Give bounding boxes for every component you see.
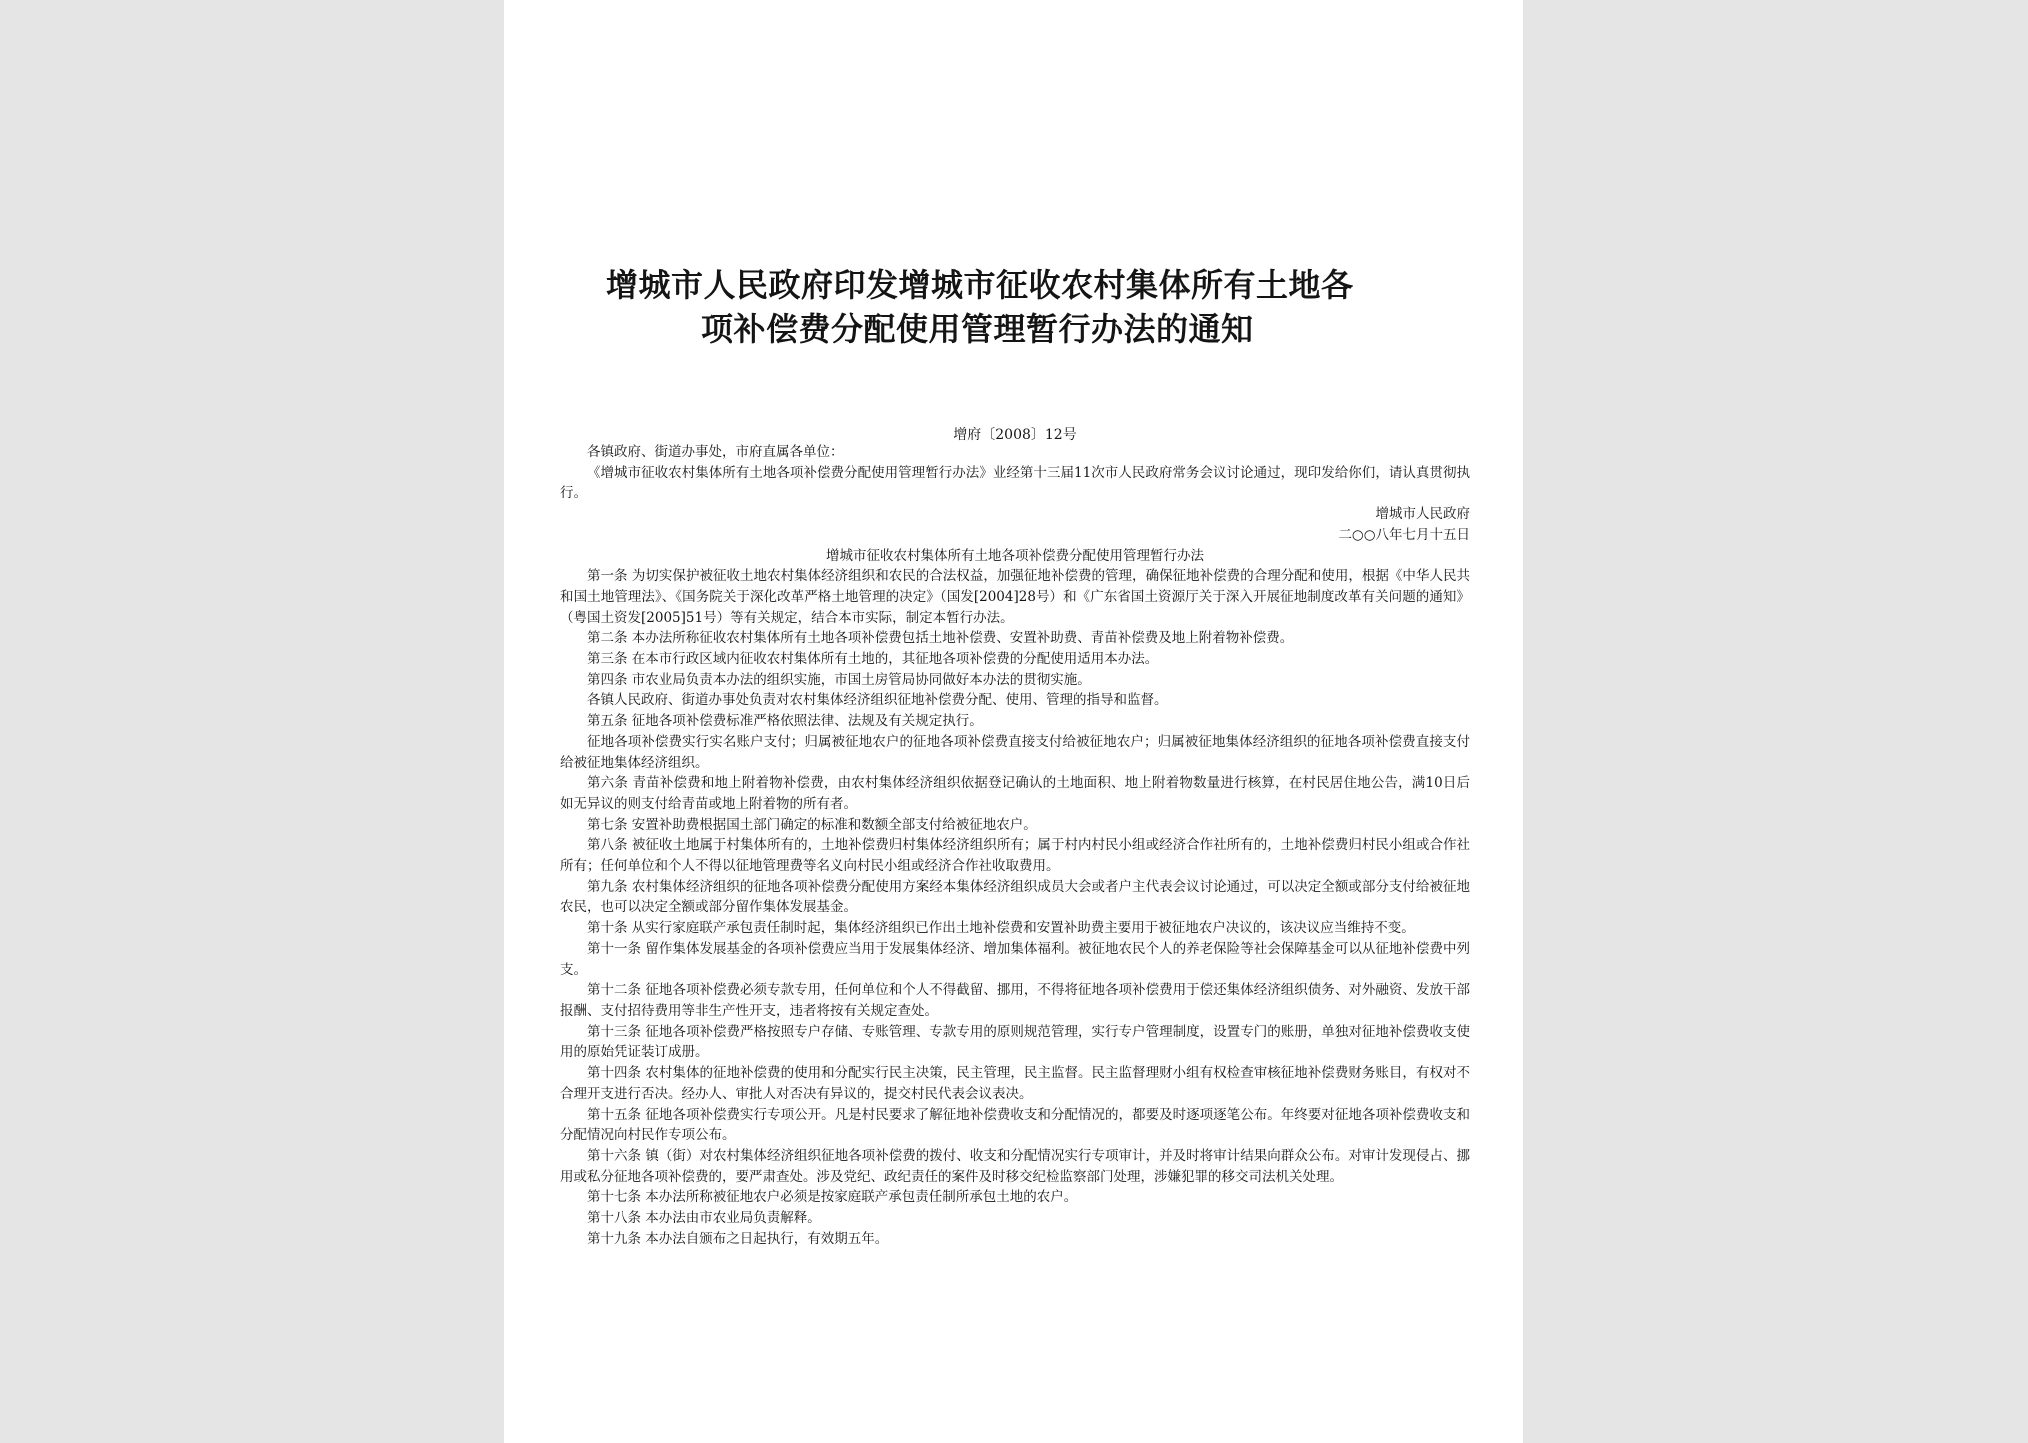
- article-paragraph: 第九条 农村集体经济组织的征地各项补偿费分配使用方案经本集体经济组织成员大会或者户主代表会议讨论通过，可以决定全额或部分支付给被征地农民，也可以决定全额或部分留作集体发展基金。: [560, 878, 1470, 916]
- issue-date: 二○○八年七月十五日: [1338, 526, 1470, 543]
- article-list: [560, 566, 1470, 1249]
- title-line-2: 项补偿费分配使用管理暂行办法的通知: [701, 310, 1254, 348]
- article-paragraph: 第三条 在本市行政区域内征收农村集体所有土地的，其征地各项补偿费的分配使用适用本办法。: [587, 651, 1159, 668]
- document-number: 增府〔2008〕12号: [953, 427, 1077, 443]
- article-paragraph: 第十条 从实行家庭联产承包责任制时起，集体经济组织已作出土地补偿费和安置补助费主要用于被征地农户决议的，该决议应当维持不变。: [587, 920, 1415, 937]
- article-paragraph: 第十二条 征地各项补偿费必须专款专用，任何单位和个人不得截留、挪用，不得将征地各项补偿费用于偿还集体经济组织债务、对外融资、发放干部报酬、支付招待费用等非生产性开支，违者将按有关规定查处。: [560, 982, 1470, 1019]
- addressee: 各镇政府、街道办事处，市府直属各单位：: [587, 444, 844, 460]
- article-paragraph: 第五条 征地各项补偿费标准严格依照法律、法规及有关规定执行。: [587, 713, 983, 730]
- issuer: 增城市人民政府: [1375, 506, 1470, 523]
- article-paragraph: 各镇人民政府、街道办事处负责对农村集体经济组织征地补偿费分配、使用、管理的指导和监督。: [587, 692, 1168, 709]
- article-paragraph: 第十三条 征地各项补偿费严格按照专户存储、专账管理、专款专用的原则规范管理，实行专户管理制度，设置专门的账册，单独对征地补偿费收支使用的原始凭证装订成册。: [560, 1023, 1470, 1061]
- document-title: [606, 263, 1466, 351]
- article-paragraph: 第十五条 征地各项补偿费实行专项公开。凡是村民要求了解征地补偿费收支和分配情况的，都要及时逐项逐笔公布。年终要对征地各项补偿费收支和分配情况向村民作专项公布。: [560, 1106, 1470, 1144]
- article-paragraph: 第一条 为切实保护被征收土地农村集体经济组织和农民的合法权益，加强征地补偿费的管理，确保征地补偿费的合理分配和使用，根据《中华人民共和国土地管理法》、《国务院关于深化改革严格土地管理的决定》（国发[2004]28号）和《广东省国土资源厅关于深入开展征地制度改革有关问题的通知》（粤国土资发[2005]51号）等有关规定，结合本市实际，制定本暂行办法。: [560, 568, 1470, 626]
- article-paragraph: 第十四条 农村集体的征地补偿费的使用和分配实行民主决策，民主管理，民主监督。民主监督理财小组有权检查审核征地补偿费财务账目，有权对不合理开支进行否决。经办人、审批人对否决有异议的，提交村民代表会议表决。: [560, 1065, 1470, 1102]
- article-paragraph: 第六条 青苗补偿费和地上附着物补偿费，由农村集体经济组织依据登记确认的土地面积、地上附着物数量进行核算，在村民居住地公告，满10日后如无异议的则支付给青苗或地上附着物的所有者。: [560, 775, 1470, 812]
- title-line-1: 增城市人民政府印发增城市征收农村集体所有土地各: [606, 266, 1354, 304]
- article-paragraph: 第十九条 本办法自颁布之日起执行，有效期五年。: [587, 1230, 889, 1247]
- article-paragraph: 第七条 安置补助费根据国土部门确定的标准和数额全部支付给被征地农户。: [587, 816, 1037, 833]
- article-paragraph: 征地各项补偿费实行实名账户支付；归属被征地农户的征地各项补偿费直接支付给被征地农户；归属被征地集体经济组织的征地各项补偿费直接支付给被征地集体经济组织。: [560, 733, 1470, 771]
- article-paragraph: 第四条 市农业局负责本办法的组织实施，市国土房管局协同做好本办法的贯彻实施。: [587, 671, 1091, 688]
- intro-paragraph: 《增城市征收农村集体所有土地各项补偿费分配使用管理暂行办法》业经第十三届11次市人民政府常务会议讨论通过，现印发给你们，请认真贯彻执行。: [560, 464, 1470, 502]
- article-paragraph: 第十八条 本办法由市农业局负责解释。: [587, 1210, 821, 1227]
- article-paragraph: 第十六条 镇（街）对农村集体经济组织征地各项补偿费的拨付、收支和分配情况实行专项审计，并及时将审计结果向群众公布。对审计发现侵占、挪用或私分征地各项补偿费的，要严肃查处。涉及党纪、政纪责任的案件及时移交纪检监察部门处理，涉嫌犯罪的移交司法机关处理。: [560, 1147, 1470, 1185]
- article-paragraph: 第十一条 留作集体发展基金的各项补偿费应当用于发展集体经济、增加集体福利。被征地农民个人的养老保险等社会保障基金可以从征地补偿费中列支。: [560, 940, 1470, 978]
- article-paragraph: 第八条 被征收土地属于村集体所有的，土地补偿费归村集体经济组织所有；属于村内村民小组或经济合作社所有的，土地补偿费归村民小组或合作社所有；任何单位和个人不得以征地管理费等名义向村民小组或经济合作社收取费用。: [560, 837, 1470, 875]
- measures-title: 增城市征收农村集体所有土地各项补偿费分配使用管理暂行办法: [826, 547, 1204, 564]
- article-paragraph: 第十七条 本办法所称被征地农户必须是按家庭联产承包责任制所承包土地的农户。: [587, 1189, 1078, 1206]
- article-paragraph: 第二条 本办法所称征收农村集体所有土地各项补偿费包括土地补偿费、安置补助费、青苗补偿费及地上附着物补偿费。: [587, 630, 1294, 647]
- document-body: [560, 442, 1470, 1249]
- document-page: [504, 0, 1523, 1443]
